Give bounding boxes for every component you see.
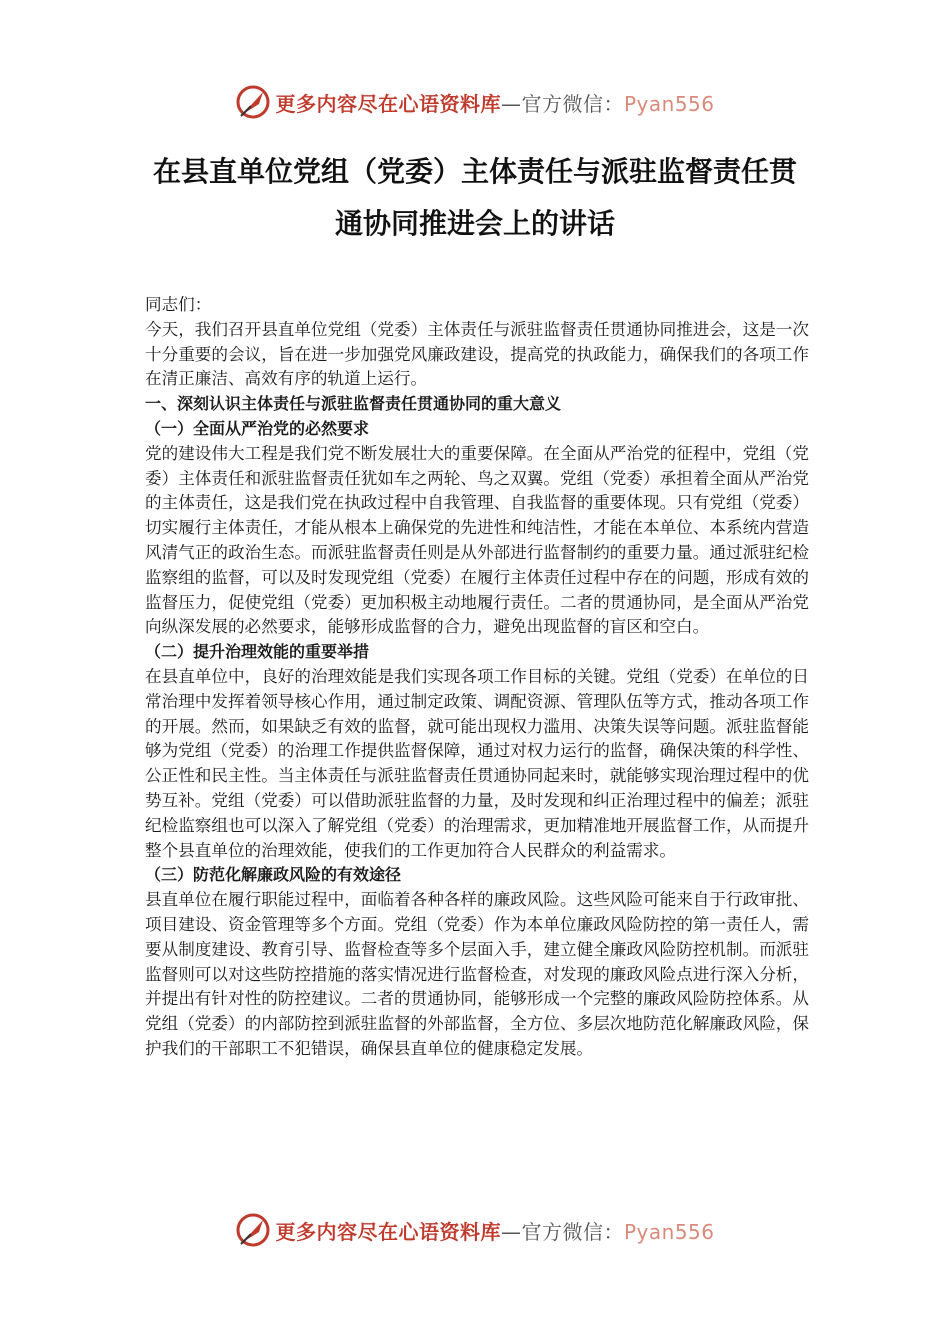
banner-main-text: 更多内容尽在心语资料库 bbox=[275, 1219, 501, 1244]
subsection-1-paragraph: 党的建设伟大工程是我们党不断发展壮大的重要保障。在全面从严治党的征程中，党组（党委）主体责任和派驻监督责任犹如车之两轮、鸟之双翼。党组（党委）承担着全面从严治党的主体责任，这是我们党在执政过程中自我管理、自我监督的重要体现。只有党组（党委）切实履行主体责任，才能从根本上确保党的先进性和纯洁性，才能在本单位、本系统内营造风清气正的政治生态。而派驻监督责任则是从外部进行监督制约的重要力量。通过派驻纪检监察组的监督，可以及时发现党组（党委）在履行主体责任过程中存在的问题，形成有效的监督压力，促使党组（党委）更加积极主动地履行责任。二者的贯通协同，是全面从严治党向纵深发展的必然要求，能够形成监督的合力，避免出现监督的盲区和空白。 bbox=[145, 443, 809, 637]
banner-main-text: 更多内容尽在心语资料库 bbox=[275, 91, 501, 116]
banner-dash-text: —官方微信： bbox=[500, 91, 624, 116]
header-banner bbox=[0, 80, 950, 124]
banner-wechat-id: Pyan556 bbox=[623, 91, 715, 116]
quill-logo-icon bbox=[235, 1212, 271, 1248]
intro-paragraph: 今天，我们召开县直单位党组（党委）主体责任与派驻监督责任贯通协同推进会，这是一次十分重要的会议，旨在进一步加强党风廉政建设，提高党的执政能力，确保我们的各项工作在清正廉洁、高效有序的轨道上运行。 bbox=[145, 319, 809, 389]
subsection-1-heading: （一）全面从严治党的必然要求 bbox=[145, 418, 370, 438]
title-line-1: 在县直单位党组（党委）主体责任与派驻监督责任贯 bbox=[152, 155, 797, 188]
quill-logo-icon bbox=[235, 84, 271, 120]
footer-banner bbox=[0, 1208, 950, 1252]
document-title bbox=[0, 146, 950, 250]
title-line-2: 通协同推进会上的讲话 bbox=[334, 207, 615, 240]
subsection-2-heading: （二）提升治理效能的重要举措 bbox=[145, 642, 370, 662]
subsection-2-paragraph: 在县直单位中，良好的治理效能是我们实现各项工作目标的关键。党组（党委）在单位的日常治理中发挥着领导核心作用，通过制定政策、调配资源、管理队伍等方式，推动各项工作的开展。然而，如果缺乏有效的监督，就可能出现权力滥用、决策失误等问题。派驻监督能够为党组（党委）的治理工作提供监督保障，通过对权力运行的监督，确保决策的科学性、公正性和民主性。当主体责任与派驻监督责任贯通协同起来时，就能够实现治理过程中的优势互补。党组（党委）可以借助派驻监督的力量，及时发现和纠正治理过程中的偏差；派驻纪检监察组也可以深入了解党组（党委）的治理需求，更加精准地开展监督工作，从而提升整个县直单位的治理效能，使我们的工作更加符合人民群众的利益需求。 bbox=[145, 666, 809, 860]
banner-dash-text: —官方微信： bbox=[500, 1219, 624, 1244]
banner-wechat-id: Pyan556 bbox=[623, 1219, 715, 1244]
subsection-3-paragraph: 县直单位在履行职能过程中，面临着各种各样的廉政风险。这些风险可能来自于行政审批、项目建设、资金管理等多个方面。党组（党委）作为本单位廉政风险防控的第一责任人，需要从制度建设、教育引导、监督检查等多个层面入手，建立健全廉政风险防控机制。而派驻监督则可以对这些防控措施的落实情况进行监督检查，对发现的廉政风险点进行深入分析，并提出有针对性的防控建议。二者的贯通协同，能够形成一个完整的廉政风险防控体系。从党组（党委）的内部防控到派驻监督的外部监督，全方位、多层次地防范化解廉政风险，保护我们的干部职工不犯错误，确保县直单位的健康稳定发展。 bbox=[145, 890, 809, 1058]
salutation: 同志们： bbox=[145, 295, 212, 314]
document-body bbox=[145, 293, 809, 1062]
subsection-3-heading: （三）防范化解廉政风险的有效途径 bbox=[145, 865, 402, 885]
section-1-heading: 一、深刻认识主体责任与派驻监督责任贯通协同的重大意义 bbox=[145, 394, 562, 414]
